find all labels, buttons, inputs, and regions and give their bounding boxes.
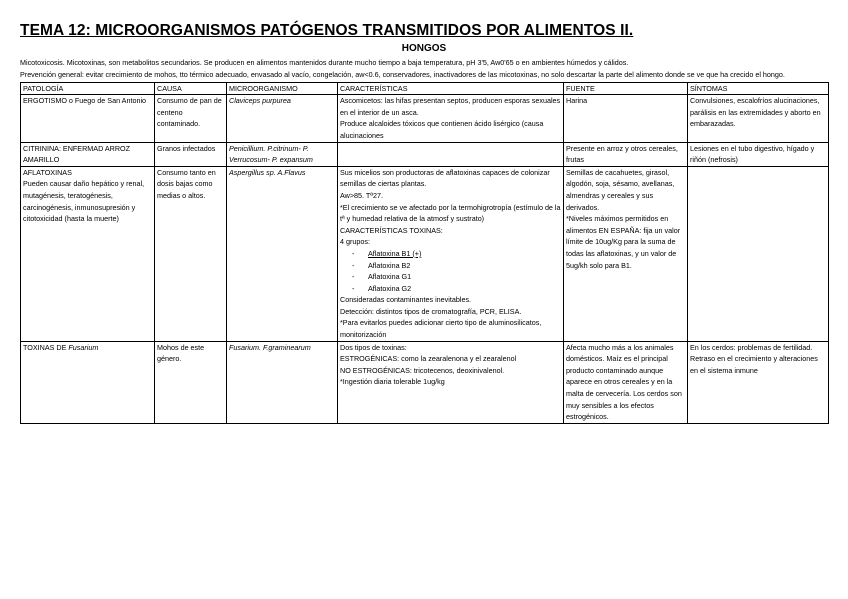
intro-line-prevencion: Prevención general: evitar crecimiento de mohos, tto térmico adecuado, envasado al vacío, congelación, aw<0.6, conservadores, inactivadores de las micotoxinas, no solo descartar la parte del alimento donde se ve que ha crecido el hongo. bbox=[20, 69, 785, 79]
cell-caracteristicas bbox=[338, 142, 564, 166]
aflatoxinas-car-groups: 4 grupos: bbox=[340, 237, 370, 247]
fusarium-car-3: NO ESTROGÉNICAS: tricotecenos, deoxinivalenol. bbox=[340, 365, 505, 375]
pathogens-table bbox=[20, 82, 829, 424]
cell-patologia: ERGOTISMO o Fuego de San Antonio bbox=[21, 95, 155, 142]
cell-causa: Consumo de pan de centeno contaminado. bbox=[155, 95, 227, 142]
toxin-list-item: - Aflatoxina B1 (+) bbox=[340, 248, 561, 260]
aflatoxinas-car-contaminants: Consideradas contaminantes inevitables. bbox=[340, 295, 472, 305]
aflatoxinas-car-aw: Aw>85. Tª27. bbox=[340, 190, 383, 200]
fusarium-lead: TOXINAS DE bbox=[23, 342, 69, 352]
aflatoxinas-description: Pueden causar daño hepático y renal, mutagénesis, teratogénesis, carcinogénesis, inmunosupresión y citotoxicidad (hasta la muerte) bbox=[23, 179, 145, 224]
cell-sintomas: Convulsiones, escalofríos alucinaciones, parálisis en las extremidades y aborto en embarazadas. bbox=[688, 95, 829, 142]
aflatoxinas-car-avoid: *Para evitarlos puedes adicionar cierto tipo de aluminosilicatos, monitorización bbox=[340, 318, 542, 340]
header-causa: CAUSA bbox=[155, 83, 227, 95]
aflatoxinas-car-heading: CARACTERÍSTICAS TOXINAS: bbox=[340, 225, 443, 235]
aflatoxinas-title: AFLATOXINAS bbox=[23, 167, 72, 177]
page-title: TEMA 12: MICROORGANISMOS PATÓGENOS TRANSMITIDOS POR ALIMENTOS II. bbox=[20, 22, 634, 39]
cell-causa: Granos infectados bbox=[155, 142, 227, 166]
intro-paragraph bbox=[20, 57, 828, 80]
aflatoxinas-car-growth: *El crecimiento se ve afectado por la termohigrotropía (estímulo de la tª y humedad relativa de la atmosf y sustrato) bbox=[340, 202, 561, 224]
cell-microorganismo: Claviceps purpurea bbox=[227, 95, 338, 142]
toxin-list-item: - Aflatoxina G1 bbox=[340, 271, 561, 283]
header-fuente: FUENTE bbox=[564, 83, 688, 95]
document-page bbox=[20, 22, 828, 424]
header-caracteristicas: CARACTERÍSTICAS bbox=[338, 83, 564, 95]
toxin-list-item: - Aflatoxina G2 bbox=[340, 283, 561, 295]
cell-caracteristicas bbox=[338, 95, 564, 142]
cell-causa: Mohos de este género. bbox=[155, 341, 227, 423]
cell-sintomas bbox=[688, 166, 829, 341]
header-patologia: PATOLOGÍA bbox=[21, 83, 155, 95]
section-subtitle: HONGOS bbox=[401, 43, 447, 54]
intro-text: Micotoxinas, son metabolitos secundarios. Se producen en alimentos mantenidos durante mucho tiempo a baja temperatura, pH 3'5, Aw0'65 o en ambientes húmedos y cálidos. bbox=[64, 58, 629, 67]
cell-fuente: Presente en arroz y otros cereales, frutas bbox=[564, 142, 688, 166]
ergotismo-car-2: Produce alcaloides tóxicos que contienen ácido lisérgico (causa alucinaciones bbox=[340, 119, 544, 140]
cell-fuente: Afecta mucho más a los animales domésticos. Maíz es el principal producto contaminado aunque aparece en otros cereales y en la malta de cervecería. Los cerdos son muy sensibles a los efectos estrogénicos. bbox=[564, 341, 688, 423]
aflatoxinas-fuente-1: Semillas de cacahuetes, girasol, algodón, soja, sésamo, avellanas, almendras y cereales y sus derivados. bbox=[566, 167, 675, 212]
cell-microorganismo: Penicillium. P.citrinum- P. Verrucosum- P. expansum bbox=[227, 142, 338, 166]
cell-sintomas: Lesiones en el tubo digestivo, hígado y riñón (nefrosis) bbox=[688, 142, 829, 166]
cell-caracteristicas bbox=[338, 341, 564, 423]
cell-caracteristicas bbox=[338, 166, 564, 341]
cell-causa: Consumo tanto en dosis bajas como medias o altos. bbox=[155, 166, 227, 341]
header-microorganismo: MICROORGANISMO bbox=[227, 83, 338, 95]
cell-microorganismo: Fusarium. F.graminearum bbox=[227, 341, 338, 423]
intro-lead: Micotoxicosis. bbox=[20, 58, 65, 67]
cell-patologia bbox=[21, 166, 155, 341]
table-row-ergotismo bbox=[21, 95, 829, 142]
intro-line-micotoxicosis bbox=[20, 57, 828, 69]
toxin-list-item: - Aflatoxina B2 bbox=[340, 260, 561, 272]
fusarium-car-2: ESTROGÉNICAS: como la zearalenona y el zearalenol bbox=[340, 354, 517, 364]
cell-microorganismo: Aspergillus sp. A.Flavus bbox=[227, 166, 338, 341]
aflatoxinas-car-detection: Detección: distintos tipos de cromatografía, PCR, ELISA. bbox=[340, 306, 522, 316]
header-sintomas: SÍNTOMAS bbox=[688, 83, 829, 95]
aflatoxinas-fuente-2: *Niveles máximos permitidos en alimentos EN ESPAÑA: fija un valor límite de 10ug/Kg para la suma de todas las aflatoxinas, y un valor de 5ug/kh solo para B1. bbox=[566, 214, 681, 270]
fusarium-genus: Fusarium bbox=[68, 342, 99, 352]
table-row-citrinina bbox=[21, 142, 829, 166]
fusarium-car-4: *Ingestión diaria tolerable 1ug/kg bbox=[340, 377, 445, 387]
cell-sintomas: En los cerdos: problemas de fertilidad. Retraso en el crecimiento y alteraciones en el sistema inmune bbox=[688, 341, 829, 423]
cell-fuente: Harina bbox=[564, 95, 688, 142]
table-header-row bbox=[21, 83, 829, 95]
fusarium-car-1: Dos tipos de toxinas: bbox=[340, 342, 407, 352]
ergotismo-car-1: Ascomicetos: las hifas presentan septos, producen esporas sexuales en el interior de un asca. bbox=[340, 96, 561, 117]
table-row-fusarium bbox=[21, 341, 829, 423]
cell-fuente bbox=[564, 166, 688, 341]
table-row-aflatoxinas bbox=[21, 166, 829, 341]
cell-patologia bbox=[21, 341, 155, 423]
aflatoxinas-car-intro: Sus micelios son productoras de aflatoxinas capaces de colonizar semillas de ciertas plantas. bbox=[340, 167, 550, 189]
cell-patologia: CITRININA: ENFERMAD ARROZ AMARILLO bbox=[21, 142, 155, 166]
